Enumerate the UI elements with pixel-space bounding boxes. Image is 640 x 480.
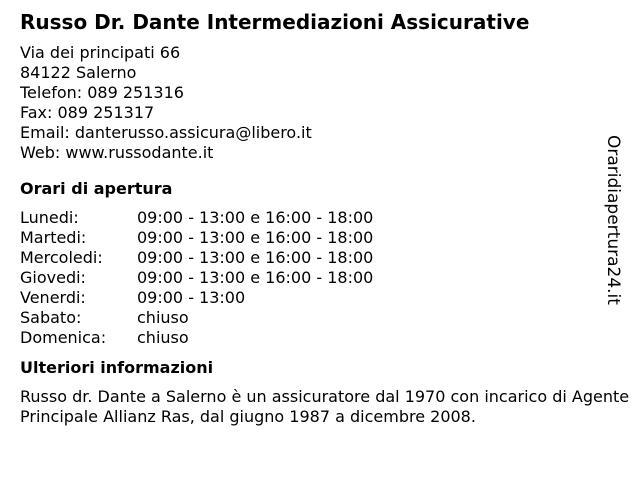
business-card — [20, 9, 632, 427]
day-label: Venerdi: — [20, 288, 86, 307]
day-hours: chiuso — [137, 328, 189, 347]
contact-block — [20, 43, 632, 163]
day-hours: 09:00 - 13:00 e 16:00 - 18:00 — [137, 208, 374, 227]
hours-row — [20, 328, 373, 348]
day-hours: 09:00 - 13:00 e 16:00 - 18:00 — [137, 248, 374, 267]
further-info-text: Russo dr. Dante a Salerno è un assicuratore dal 1970 con incarico di Agente Principale Allianz Ras, dal giugno 1987 a dicembre 2008. — [20, 387, 630, 426]
fax-line: Fax: 089 251317 — [20, 103, 155, 122]
email-line: Email: danterusso.assicura@libero.it — [20, 123, 312, 142]
day-label: Sabato: — [20, 308, 82, 327]
phone-line: Telefon: 089 251316 — [20, 83, 184, 102]
day-label: Lunedi: — [20, 208, 79, 227]
further-info-heading: Ulteriori informazioni — [20, 358, 214, 377]
day-label: Mercoledi: — [20, 248, 103, 267]
hours-row — [20, 208, 373, 228]
opening-hours-table — [20, 208, 373, 348]
day-hours: chiuso — [137, 308, 189, 327]
hours-row — [20, 308, 373, 328]
day-label: Domenica: — [20, 328, 107, 347]
day-label: Giovedi: — [20, 268, 86, 287]
hours-row — [20, 288, 373, 308]
address-line: Via dei principati 66 — [20, 43, 181, 62]
hours-row — [20, 228, 373, 248]
hours-row — [20, 268, 373, 288]
opening-hours-heading: Orari di apertura — [20, 179, 173, 198]
day-hours: 09:00 - 13:00 — [137, 288, 246, 307]
day-label: Martedi: — [20, 228, 87, 247]
city-line: 84122 Salerno — [20, 63, 137, 82]
business-name: Russo Dr. Dante Intermediazioni Assicurative — [20, 10, 530, 34]
hours-row — [20, 248, 373, 268]
day-hours: 09:00 - 13:00 e 16:00 - 18:00 — [137, 268, 374, 287]
web-line: Web: www.russodante.it — [20, 143, 214, 162]
site-watermark: Oraridiapertura24.it — [603, 135, 623, 305]
day-hours: 09:00 - 13:00 e 16:00 - 18:00 — [137, 228, 374, 247]
